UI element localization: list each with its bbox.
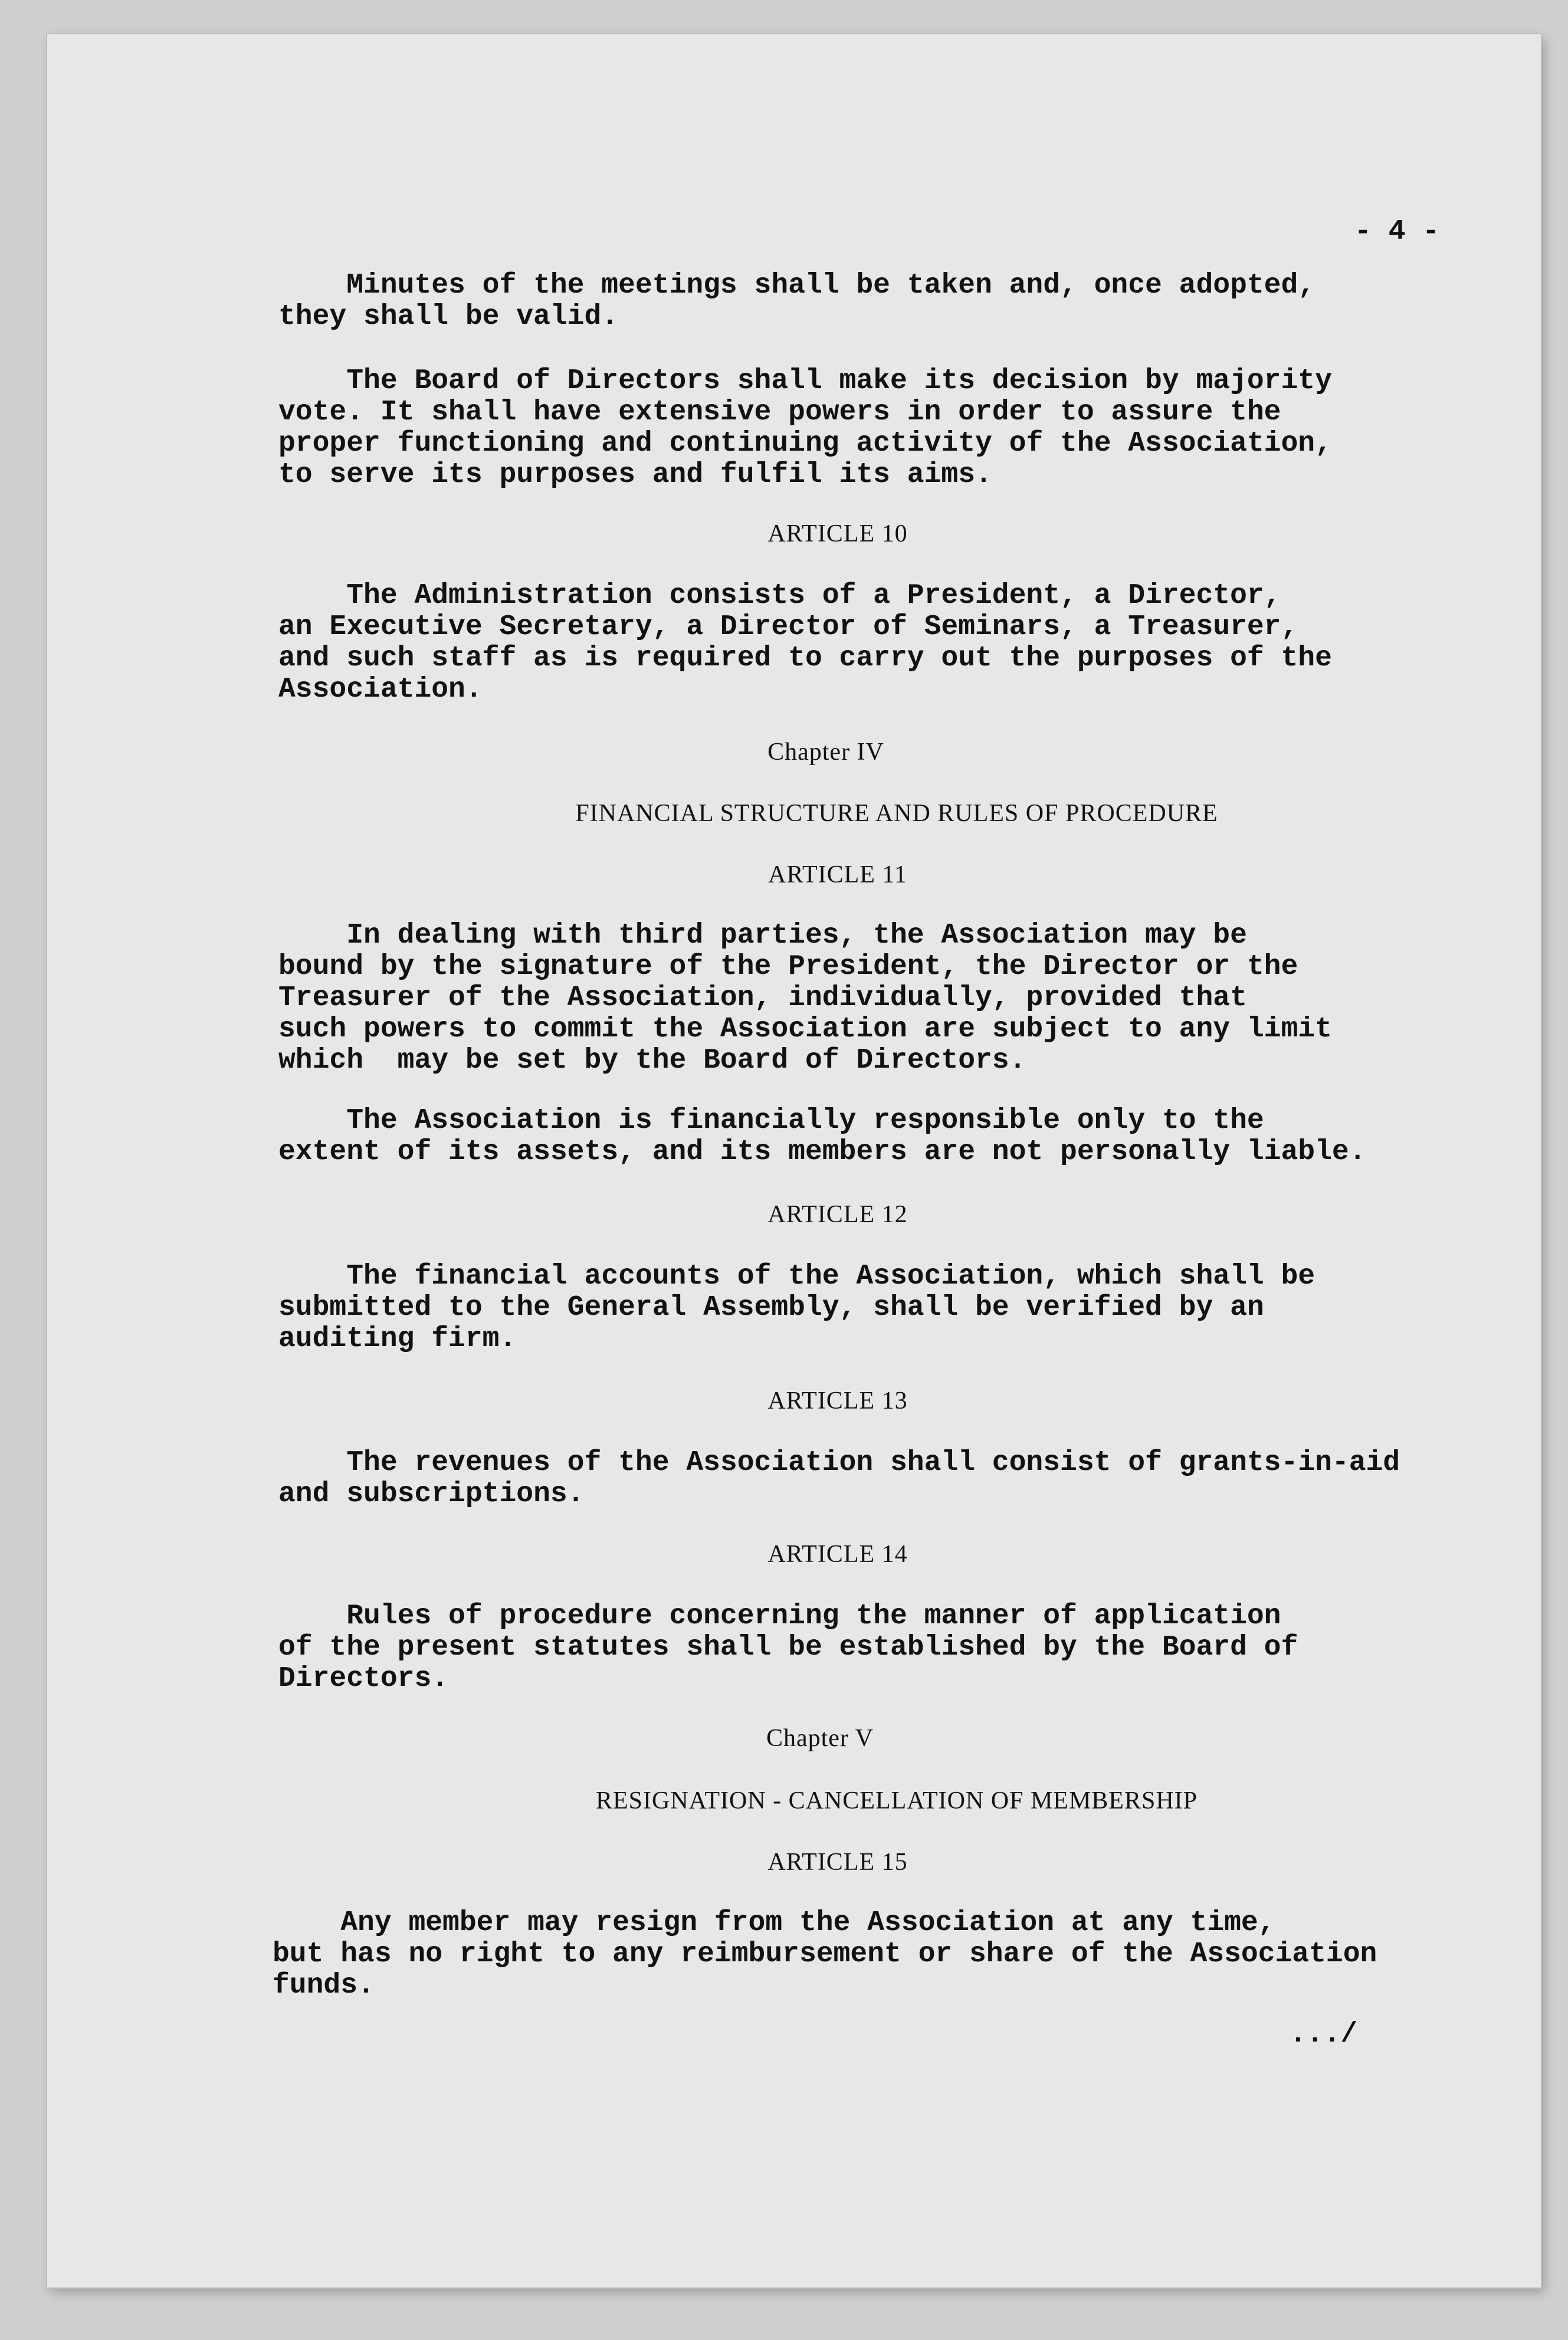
heading-resignation: RESIGNATION - CANCELLATION OF MEMBERSHIP [595, 1787, 1198, 1814]
paragraph-financial-accounts [278, 1261, 1315, 1355]
text-line: but has no right to any reimbursement or share of the Association [273, 1938, 1377, 1970]
text-line: of the present statutes shall be established by the Board of [278, 1632, 1298, 1663]
heading-article-15: ARTICLE 15 [767, 1849, 908, 1876]
paragraph-rules-of-procedure [278, 1601, 1298, 1695]
text-line: funds. [273, 1970, 375, 2001]
text-line: The revenues of the Association shall consist of grants-in-aid [278, 1447, 1400, 1479]
paragraph-administration [278, 580, 1332, 705]
text-line: extent of its assets, and its members are not personally liable. [278, 1136, 1366, 1168]
paragraph-minutes [278, 270, 1315, 333]
heading-chapter-iv: Chapter IV [767, 739, 884, 766]
text-line: Any member may resign from the Association at any time, [273, 1907, 1275, 1939]
page-number: - 4 - [1354, 216, 1440, 248]
text-line: bound by the signature of the President, the Director or the [278, 951, 1298, 983]
text-line: and subscriptions. [278, 1478, 585, 1510]
heading-article-13: ARTICLE 13 [767, 1387, 908, 1414]
paragraph-third-parties [278, 920, 1332, 1077]
text-line: Treasurer of the Association, individually, provided that [278, 982, 1247, 1014]
text-line: Association. [278, 674, 483, 705]
text-line: Directors. [278, 1663, 449, 1695]
text-line: an Executive Secretary, a Director of Seminars, a Treasurer, [278, 611, 1298, 643]
text-line: vote. It shall have extensive powers in order to assure the [278, 396, 1281, 428]
text-line: such powers to commit the Association are subject to any limit [278, 1013, 1332, 1045]
text-line: proper functioning and continuing activity of the Association, [278, 428, 1332, 460]
text-line: The Administration consists of a President, a Director, [278, 580, 1281, 612]
text-line: Minutes of the meetings shall be taken and, once adopted, [278, 270, 1316, 301]
heading-article-14: ARTICLE 14 [767, 1541, 908, 1568]
text-line: they shall be valid. [278, 301, 619, 333]
text-line: The Board of Directors shall make its decision by majority [278, 365, 1332, 397]
text-line: auditing firm. [278, 1323, 517, 1355]
text-line: which may be set by the Board of Directors. [278, 1045, 1026, 1077]
heading-article-10: ARTICLE 10 [767, 520, 908, 547]
text-line: and such staff as is required to carry out the purposes of the [278, 642, 1332, 674]
paragraph-financial-responsibility [278, 1105, 1366, 1168]
text-line: The Association is financially responsible only to the [278, 1105, 1264, 1137]
text-line: submitted to the General Assembly, shall be verified by an [278, 1292, 1264, 1324]
paragraph-board-decisions [278, 366, 1332, 491]
heading-article-11: ARTICLE 11 [768, 861, 907, 888]
text-line: to serve its purposes and fulfil its aims. [278, 459, 992, 491]
heading-financial-structure: FINANCIAL STRUCTURE AND RULES OF PROCEDURE [575, 800, 1218, 827]
text-line: In dealing with third parties, the Association may be [278, 920, 1247, 951]
text-line: The financial accounts of the Association, which shall be [278, 1261, 1316, 1292]
paragraph-resignation [273, 1908, 1377, 2001]
heading-chapter-v: Chapter V [766, 1725, 874, 1752]
continuation-mark: .../ [1290, 2019, 1358, 2050]
text-line: Rules of procedure concerning the manner of application [278, 1600, 1281, 1632]
heading-article-12: ARTICLE 12 [767, 1201, 908, 1228]
paragraph-revenues [278, 1448, 1400, 1510]
